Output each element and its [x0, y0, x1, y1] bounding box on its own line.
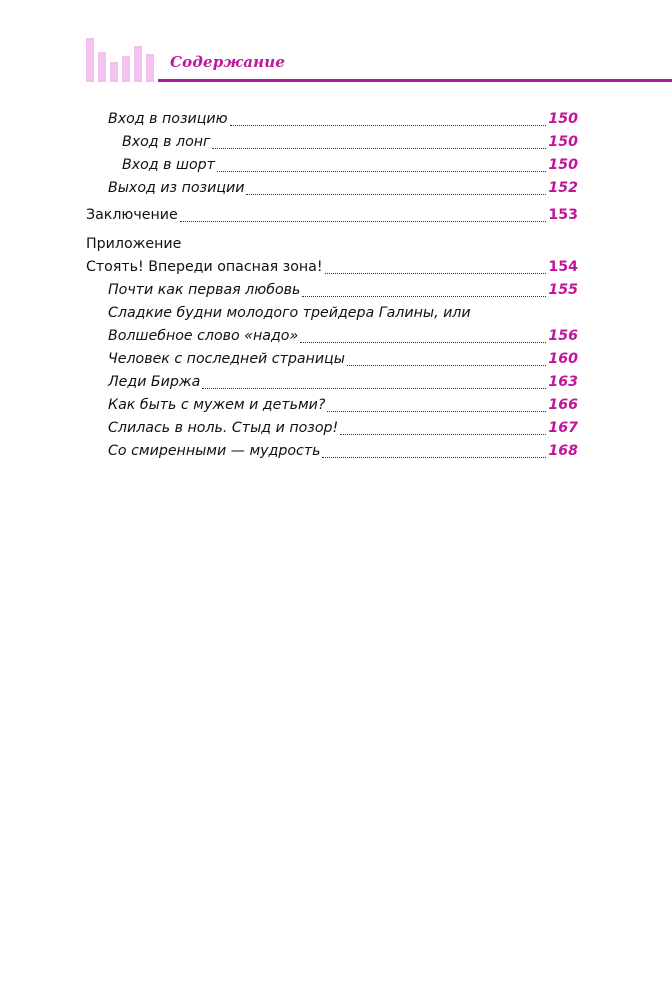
toc-entry-title-line2: Волшебное слово «надо»: [108, 328, 299, 344]
bar-equalizer-icon: [86, 38, 160, 82]
dot-leader: [322, 457, 546, 458]
toc-entry[interactable]: [86, 417, 578, 440]
dot-leader: [217, 171, 546, 172]
dot-leader: [212, 148, 546, 149]
toc-entry-page: 160: [548, 351, 578, 367]
toc-entry-title: Стоять! Впереди опасная зона!: [86, 259, 323, 275]
toc-entry-page: 154: [548, 259, 578, 275]
toc-entry[interactable]: [86, 204, 578, 227]
toc-entry-page: 153: [548, 207, 578, 223]
toc-entry-page: 155: [548, 282, 578, 298]
toc-entry[interactable]: [86, 440, 578, 463]
toc-entry-page: 156: [548, 328, 578, 344]
toc-entry-title: Слилась в ноль. Стыд и позор!: [108, 420, 339, 436]
toc-entry-title-line1: Сладкие будни молодого трейдера Галины, или: [108, 305, 471, 321]
dot-leader: [230, 125, 546, 126]
toc-entry[interactable]: [86, 325, 578, 348]
dot-leader: [302, 296, 546, 297]
toc-entry-page: 152: [548, 180, 578, 196]
toc-entry-title: Выход из позиции: [108, 180, 245, 196]
page-header: [0, 0, 672, 90]
toc-entry[interactable]: [86, 256, 578, 279]
toc-entry-title: Почти как первая любовь: [108, 282, 301, 298]
toc-entry-page: 150: [548, 134, 578, 150]
dot-leader: [340, 434, 546, 435]
toc-section-heading: Приложение: [86, 236, 182, 252]
toc-entry-page: 163: [548, 374, 578, 390]
toc-entry[interactable]: [86, 154, 578, 177]
toc-entry-page: 150: [548, 111, 578, 127]
toc-entry-title: Человек с последней страницы: [108, 351, 345, 367]
toc-entry-page: 150: [548, 157, 578, 173]
dot-leader: [300, 342, 546, 343]
toc-entry[interactable]: [86, 371, 578, 394]
dot-leader: [202, 388, 546, 389]
toc-entry-page: 166: [548, 397, 578, 413]
dot-leader: [327, 411, 546, 412]
toc-entry[interactable]: [86, 279, 578, 302]
toc-entry-page: 168: [548, 443, 578, 459]
toc-entry-page: 167: [548, 420, 578, 436]
toc-entry-title: Заключение: [86, 207, 178, 223]
toc-entry-title: Вход в лонг: [122, 134, 211, 150]
toc-entry-title: Вход в шорт: [122, 157, 215, 173]
toc-entry-title: Вход в позицию: [108, 111, 228, 127]
running-header-title: Содержание: [170, 53, 286, 71]
toc-entry[interactable]: [86, 108, 578, 131]
toc-entry-title: Леди Биржа: [108, 374, 201, 390]
toc-entry-title: Со смиренными — мудрость: [108, 443, 321, 459]
toc-entry[interactable]: [86, 177, 578, 200]
header-rule: [158, 79, 672, 82]
dot-leader: [180, 221, 546, 222]
toc-entry[interactable]: [86, 348, 578, 371]
toc-entry[interactable]: [86, 394, 578, 417]
dot-leader: [347, 365, 546, 366]
toc-entry[interactable]: [86, 131, 578, 154]
toc-entry-title: Как быть с мужем и детьми?: [108, 397, 326, 413]
table-of-contents: [86, 108, 578, 463]
dot-leader: [325, 273, 546, 274]
dot-leader: [246, 194, 546, 195]
